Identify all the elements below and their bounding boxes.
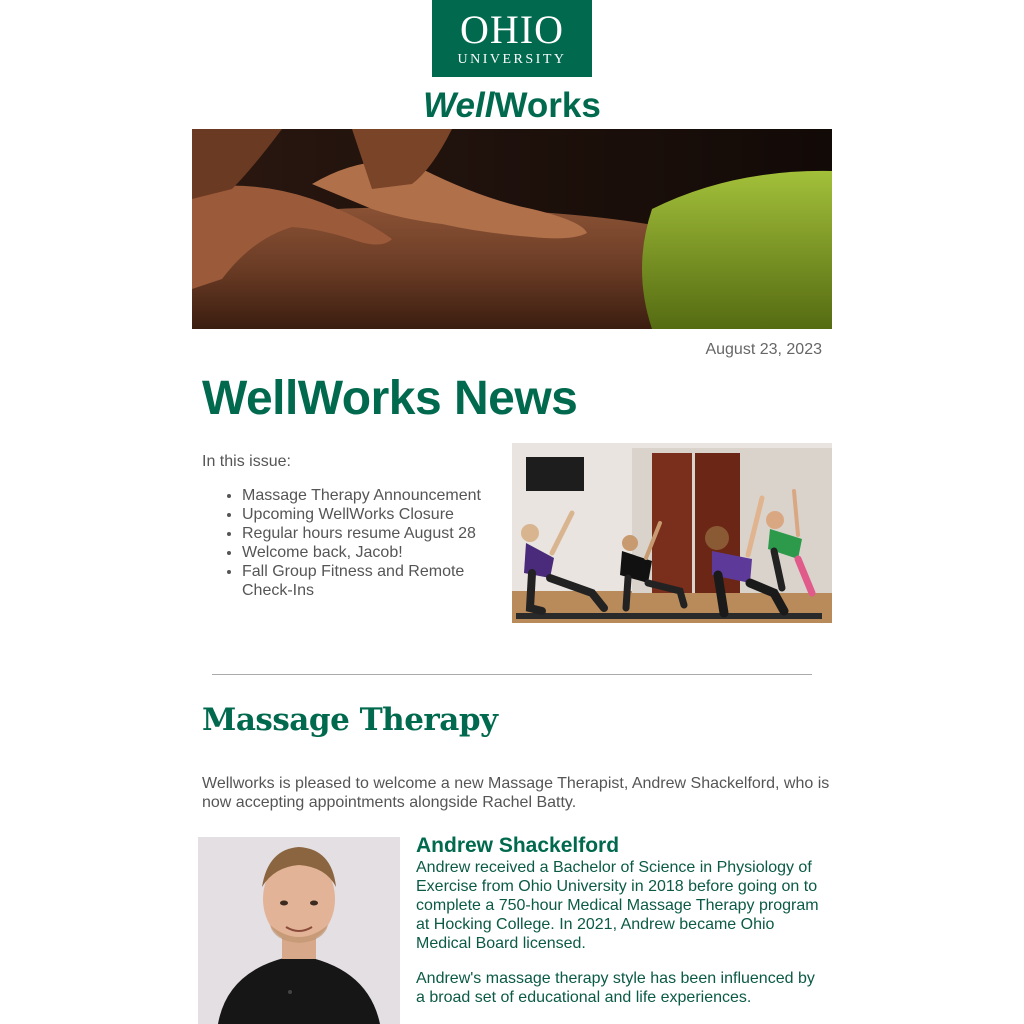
issue-item[interactable]: • Regular hours resume August 28 [242,524,502,543]
bio-name: Andrew Shackelford [416,834,620,857]
issue-intro: In this issue: [202,453,291,470]
issue-contents [202,452,502,600]
logo-line-university: UNIVERSITY [457,52,567,67]
massage-hands-illustration [192,129,832,329]
issue-item[interactable]: • Welcome back, Jacob! [242,543,502,562]
wellworks-wordmark [0,84,1024,128]
wordmark-works: Works [494,86,601,125]
issue-item[interactable]: • Upcoming WellWorks Closure [242,505,502,524]
page-title: WellWorks News [202,372,578,425]
andrew-shackelford-portrait [198,837,400,1024]
massage-hero-image [192,129,832,329]
group-fitness-photo [512,443,832,623]
bio-paragraph: Andrew's massage therapy style has been influenced by a broad set of educational and life experiences. [416,970,815,1006]
section-divider [212,674,812,675]
logo-line-ohio: OHIO [460,7,564,52]
group-fitness-illustration [512,443,832,623]
portrait-illustration [198,837,400,1024]
ohio-university-logo[interactable] [432,0,592,77]
issue-list [202,486,502,600]
wordmark-well: Well [423,86,495,125]
issue-item[interactable]: • Fall Group Fitness and Remote Check-Ins [242,562,502,600]
massage-intro: Wellworks is pleased to welcome a new Massage Therapist, Andrew Shackelford, who is now accepting appointments alongside Rachel Batty. [202,775,830,811]
issue-item[interactable]: • Massage Therapy Announcement [242,486,502,505]
bio-paragraph: Andrew received a Bachelor of Science in Physiology of Exercise from Ohio University in 2018 before going on to complete a 750-hour Medical Massage Therapy program at Hocking College. In 2021, Andrew became Ohio Medical Board licensed. [416,859,819,952]
massage-therapy-heading: Massage Therapy [202,702,498,738]
issue-date: August 23, 2023 [705,341,822,358]
